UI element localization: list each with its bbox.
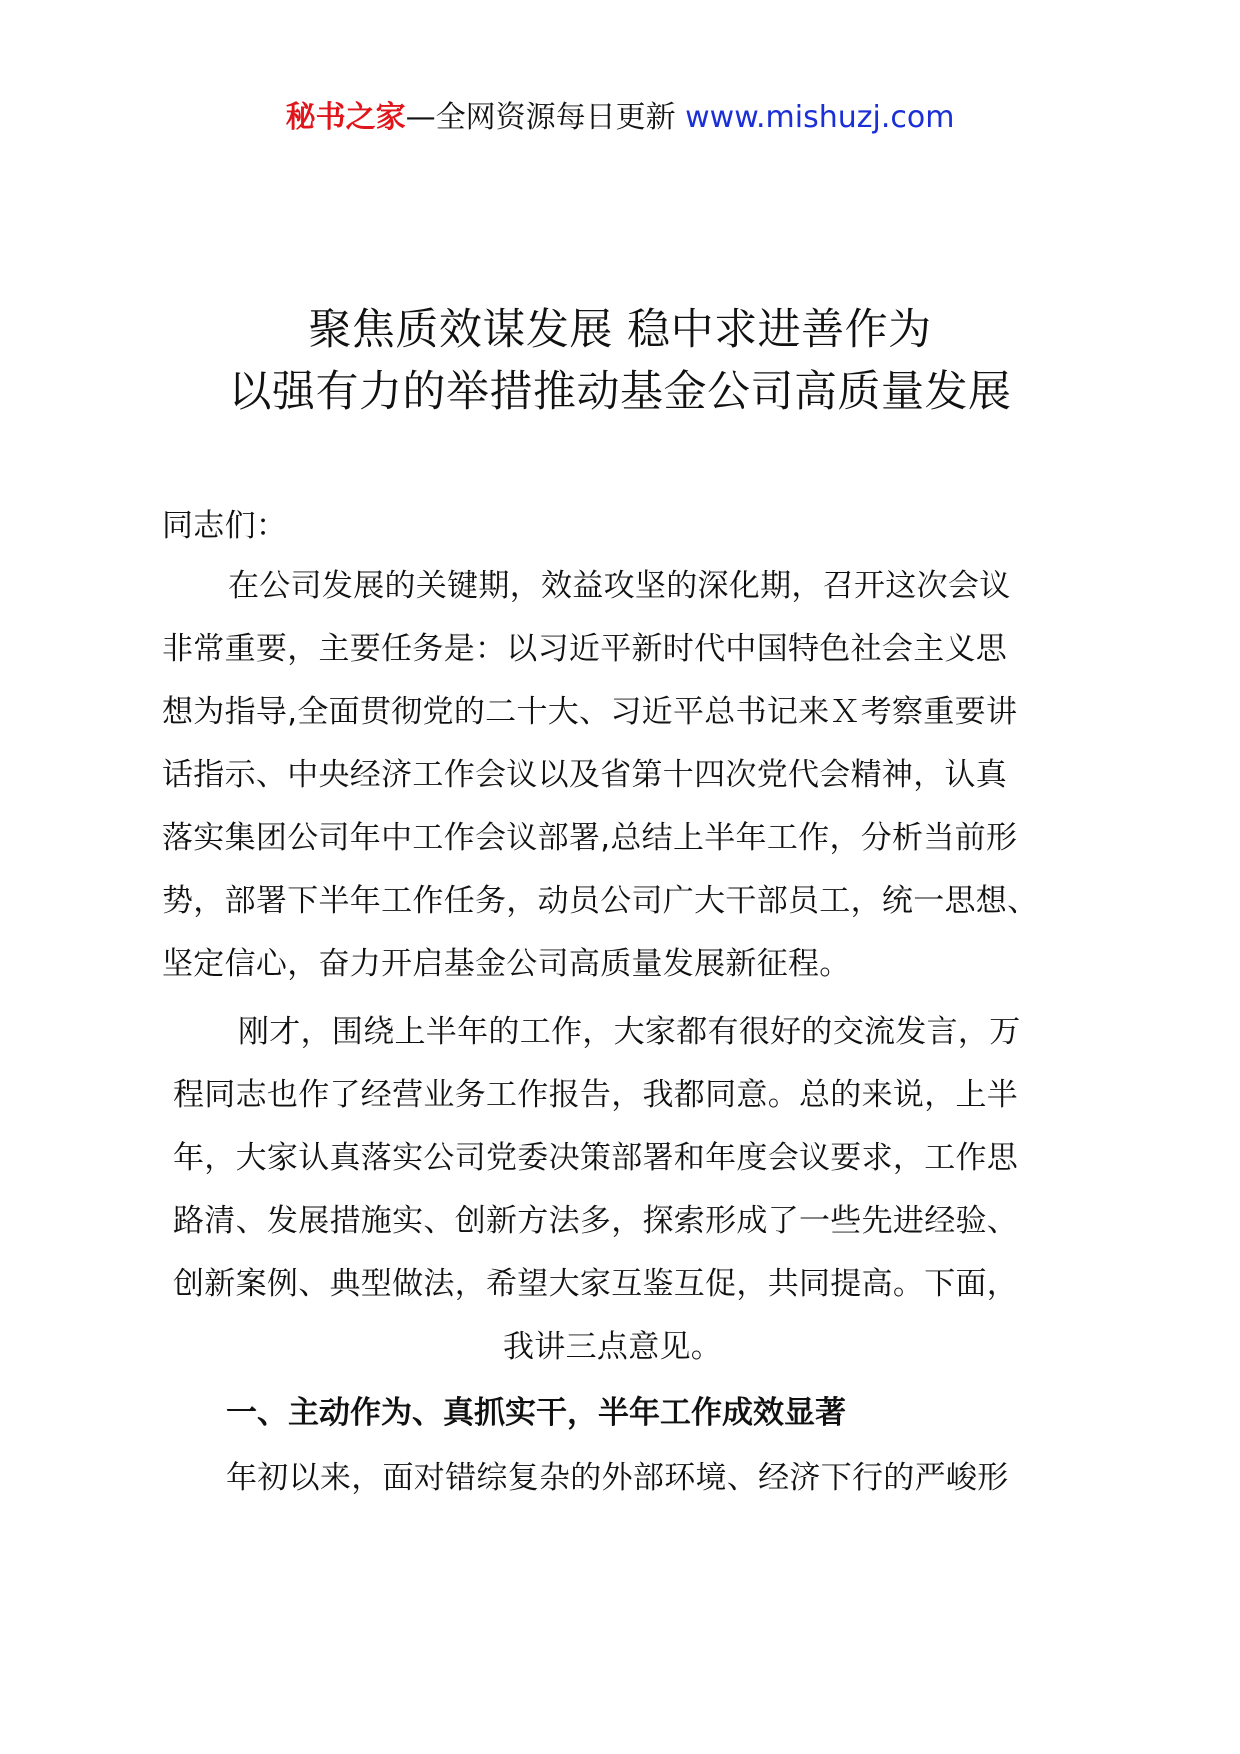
paragraph-1-line: 非常重要，主要任务是：以习近平新时代中国特色社会主义思: [162, 631, 1008, 667]
paragraph-1-line: 话指示、中央经济工作会议以及省第十四次党代会精神，认真: [162, 757, 1008, 793]
paragraph-1-line: 在公司发展的关键期，效益攻坚的深化期，召开这次会议: [228, 568, 1011, 604]
title-line-2: 以强有力的举措推动基金公司高质量发展: [228, 367, 1012, 417]
paragraph-1-line: 落实集团公司年中工作会议部署,总结上半年工作，分析当前形: [162, 820, 1018, 856]
paragraph-2-line: 刚才，围绕上半年的工作，大家都有很好的交流发言，万: [238, 1014, 1021, 1050]
paragraph-2-line: 路清、发展措施实、创新方法多，探索形成了一些先进经验、: [173, 1203, 1019, 1239]
section-1-heading: 一、主动作为、真抓实干，半年工作成效显著: [226, 1395, 846, 1431]
paragraph-3-line: 年初以来，面对错综复杂的外部环境、经济下行的严峻形: [226, 1460, 1009, 1496]
salutation: 同志们：: [162, 508, 288, 544]
title-line-1: 聚焦质效谋发展 稳中求进善作为: [308, 305, 932, 355]
paragraph-2-line: 我讲三点意见。: [503, 1329, 723, 1365]
paragraph-2-line: 程同志也作了经营业务工作报告，我都同意。总的来说，上半: [173, 1077, 1019, 1113]
paragraph-2-line: 年，大家认真落实公司党委决策部署和年度会议要求，工作思: [173, 1140, 1019, 1176]
header-url-link[interactable]: www.mishuzj.com: [685, 100, 955, 135]
header-tagline: —全网资源每日更新: [405, 100, 676, 135]
paragraph-2-line: 创新案例、典型做法，希望大家互鉴互促，共同提高。下面，: [173, 1266, 1019, 1302]
page-header: [0, 98, 1240, 138]
paragraph-1-line: 想为指导,全面贯彻党的二十大、习近平总书记来Ｘ考察重要讲: [162, 694, 1018, 730]
paragraph-1-line: 坚定信心，奋力开启基金公司高质量发展新征程。: [162, 946, 851, 982]
paragraph-1-line: 势，部署下半年工作任务，动员公司广大干部员工，统一思想、: [162, 883, 1039, 919]
header-brand: 秘书之家: [285, 100, 406, 135]
